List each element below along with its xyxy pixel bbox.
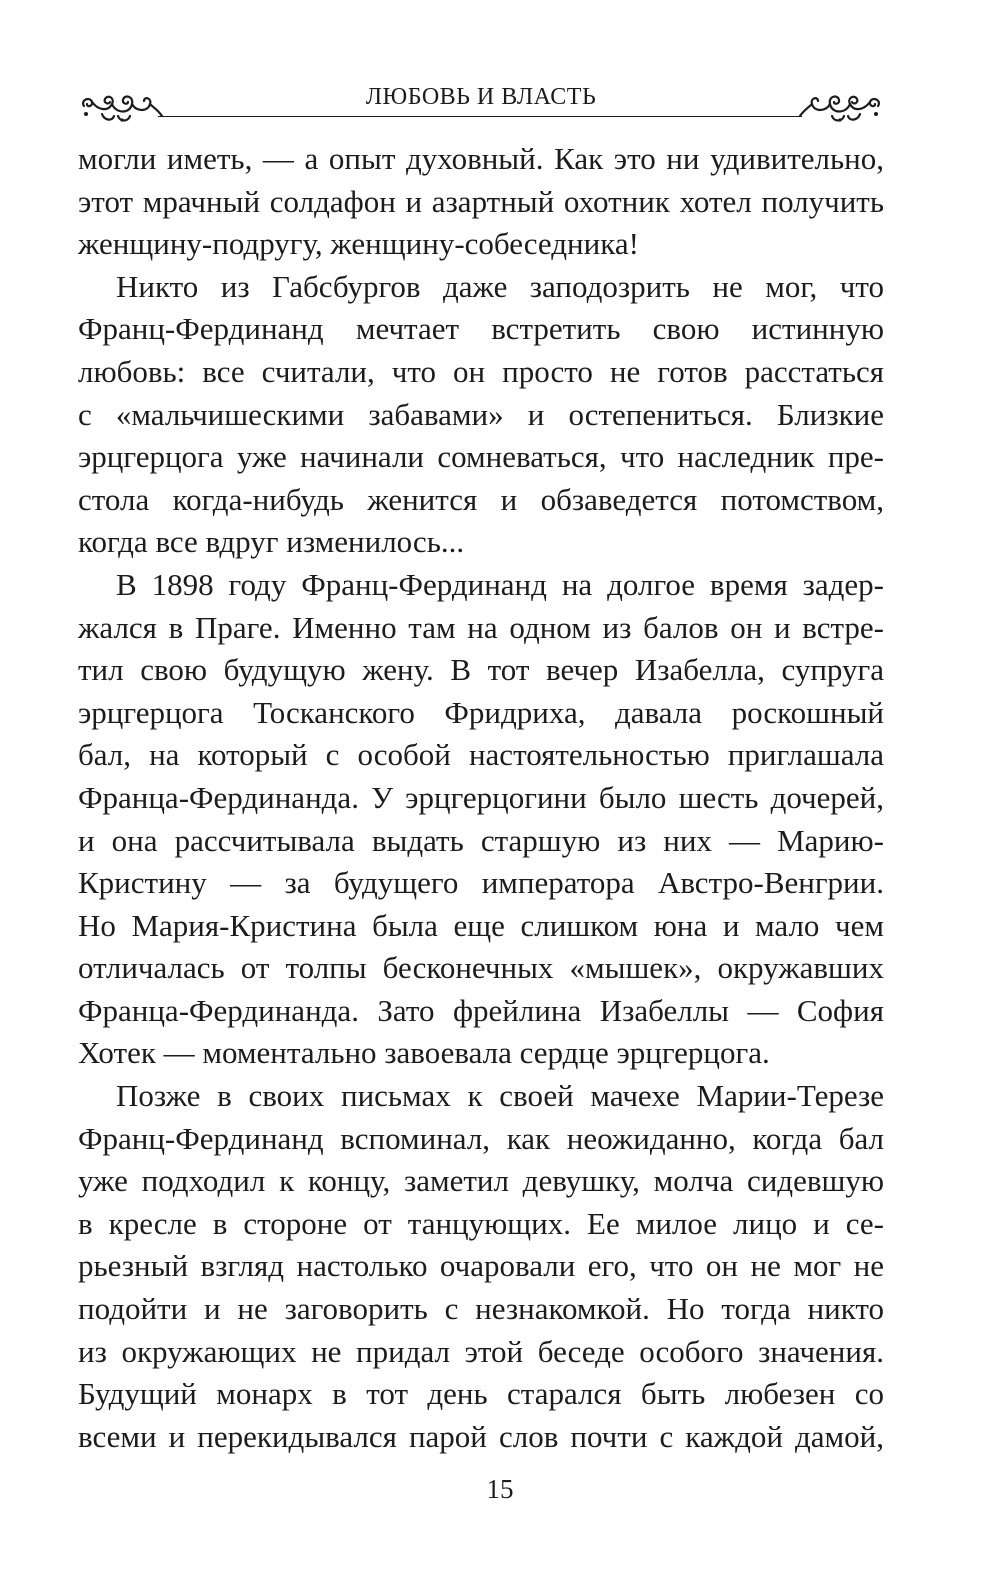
paragraph (78, 138, 884, 266)
text-line: эрцгерцога Тосканского Фридриха, давала роскошный (78, 694, 884, 730)
text-line: могли иметь, — а опыт духовный. Как это ни удивительно, (78, 141, 884, 176)
text-line: когда все вдруг изменилось... (78, 524, 465, 560)
text-line: Но Мария-Кристина была еще слишком юна и мало чем (78, 907, 884, 943)
paragraph (78, 266, 884, 564)
paragraph (78, 564, 884, 1075)
text-line: с «мальчишескими забавами» и остепениться. Близкие (78, 396, 884, 432)
text-line: Франц-Фердинанд вспоминал, как неожиданно, когда бал (78, 1120, 884, 1156)
text-line: эрцгерцога уже начинали сомневаться, что наследник пре- (78, 439, 884, 475)
text-line: В 1898 году Франц-Фердинанд на долгое время задер- (116, 566, 884, 602)
text-line: всеми и перекидывался парой слов почти с каждой дамой, (78, 1418, 884, 1454)
text-line: женщину-подругу, женщину-собеседника! (78, 226, 639, 262)
text-line: отличалась от толпы бесконечных «мышек», окружавших (78, 950, 884, 986)
text-line: Франца-Фердинанда. У эрцгерцогини было шесть дочерей, (78, 779, 884, 815)
text-line: Франц-Фердинанд мечтает встретить свою истинную (78, 311, 884, 347)
text-line: Франца-Фердинанда. Зато фрейлина Изабеллы — София (78, 992, 884, 1028)
paragraph (78, 1075, 884, 1458)
text-line: подойти и не заговорить с незнакомкой. Но тогда никто (78, 1291, 884, 1327)
text-line: из окружающих не придал этой беседе особого значения. (78, 1333, 884, 1369)
scroll-ornament-icon (798, 90, 884, 130)
body-text (78, 138, 884, 1458)
text-line: уже подходил к концу, заметил девушку, молча сидевшую (78, 1163, 884, 1199)
text-line: бал, на который с особой настоятельностью приглашала (78, 737, 884, 773)
text-line: любовь: все считали, что он просто не готов расстаться (78, 353, 884, 389)
text-line: стола когда-нибудь женится и обзаведется потомством, (78, 481, 884, 517)
text-line: жался в Праге. Именно там на одном из балов он и встре- (78, 609, 884, 645)
running-header-title: ЛЮБОВЬ И ВЛАСТЬ (365, 84, 597, 110)
text-line: тил свою будущую жену. В тот вечер Изабелла, супруга (78, 652, 884, 688)
text-line: в кресле в стороне от танцующих. Ее милое лицо и се- (78, 1205, 884, 1241)
text-line: рьезный взгляд настолько очаровали его, что он не мог не (78, 1248, 884, 1284)
page-number: 15 (486, 1474, 514, 1504)
header-rule (158, 116, 802, 117)
text-line: Никто из Габсбургов даже заподозрить не мог, что (116, 268, 884, 304)
text-line: Позже в своих письмах к своей мачехе Марии-Терезе (116, 1078, 884, 1114)
running-header (78, 82, 884, 132)
text-line: Кристину — за будущего императора Австро-Венгрии. (78, 865, 884, 901)
text-line: Будущий монарх в тот день старался быть любезен со (78, 1376, 884, 1412)
text-line: этот мрачный солдафон и азартный охотник хотел получить (78, 183, 884, 219)
text-line: Хотек — моментально завоевала сердце эрцгерцога. (78, 1035, 770, 1071)
text-line: и она рассчитывала выдать старшую из них — Марию- (78, 822, 884, 858)
